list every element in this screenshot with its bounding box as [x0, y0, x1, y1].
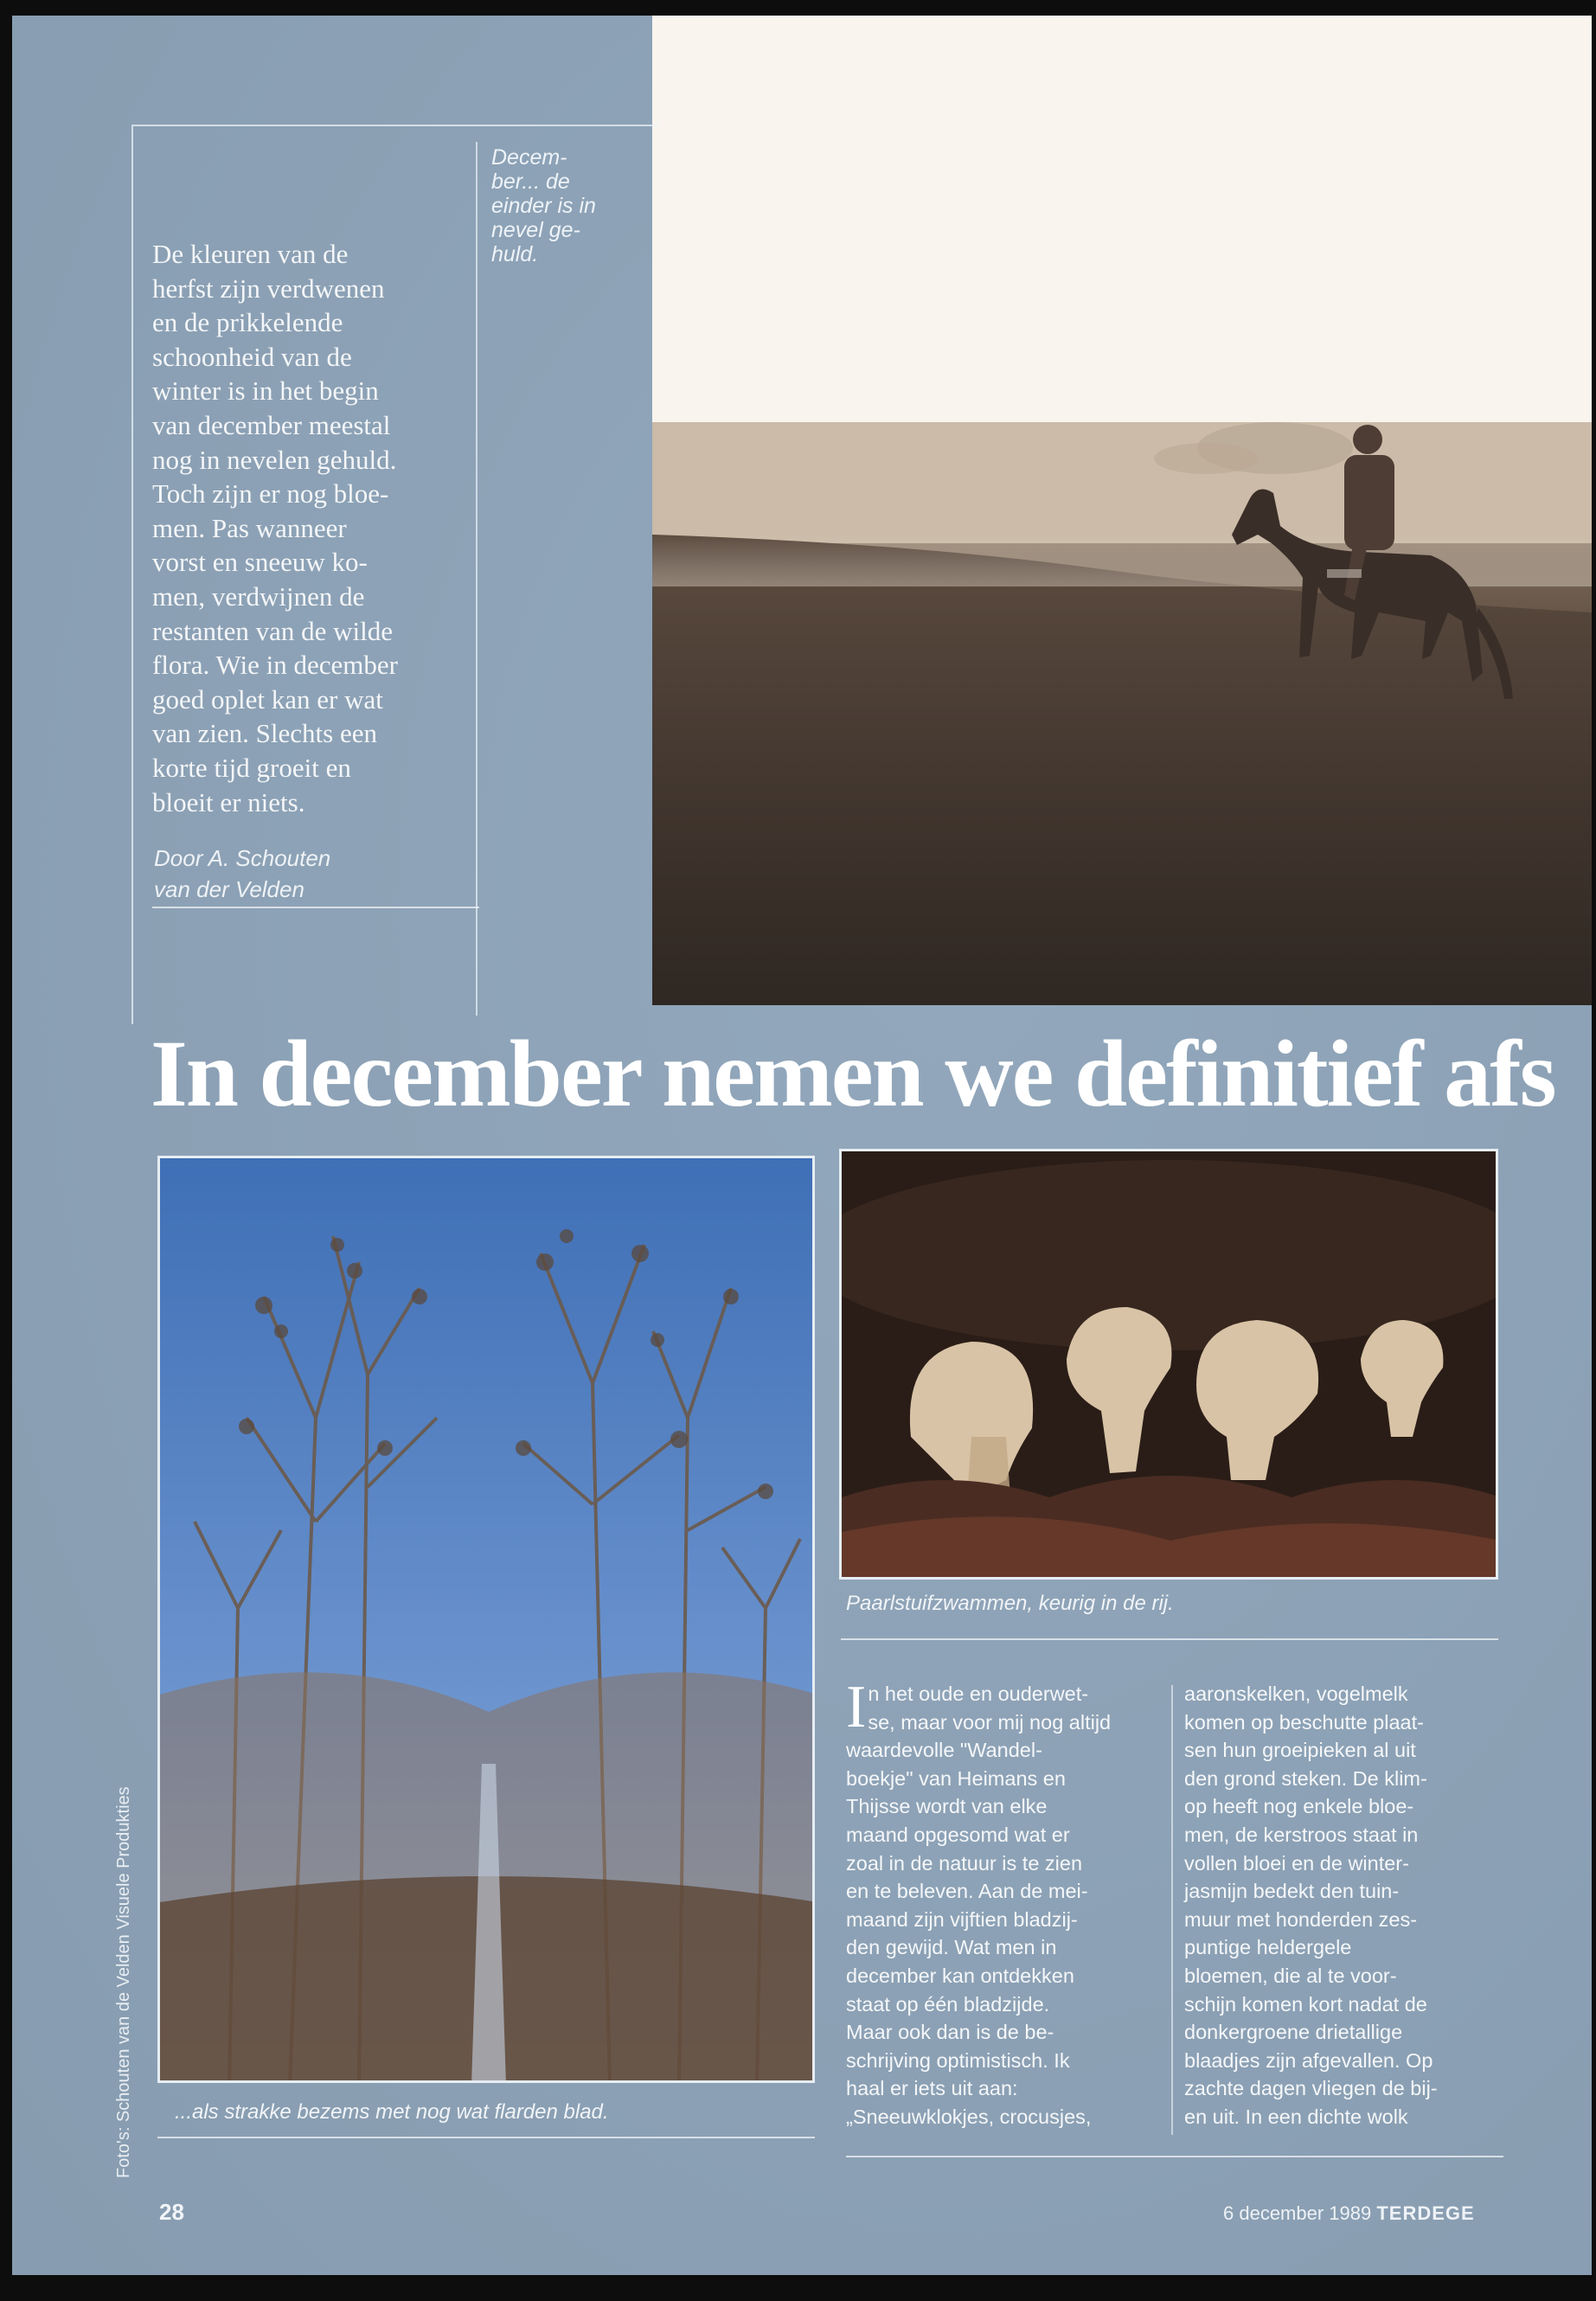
article-line: den gewijd. Wat men in [846, 1936, 1057, 1959]
byline-line: Door A. Schouten [154, 845, 331, 871]
article-line: jasmijn bedekt den tuin- [1184, 1880, 1400, 1903]
poplar-caption: ...als strakke bezems met nog wat flarden blad. [175, 2100, 609, 2124]
intro-line: winter is in het begin [152, 375, 379, 407]
intro-line: De kleuren van de [152, 239, 349, 269]
article-line: sen hun groeipieken al uit [1184, 1739, 1416, 1762]
intro-line: en de prikkelende [152, 307, 343, 338]
poplar-trees-illustration [160, 1158, 815, 2083]
intro-line: restanten van de wilde [152, 615, 394, 646]
intro-line: van december meestal [152, 409, 391, 440]
article-line: „Sneeuwklokjes, crocusjes, [846, 2105, 1092, 2128]
hero-photo-horse-rider [652, 16, 1592, 1005]
puffball-caption: Paarlstuifzwammen, keurig in de rij. [846, 1592, 1174, 1615]
article-line: donkergroene drietallige [1184, 2021, 1403, 2044]
article-column-2 [1184, 1680, 1492, 2131]
side-caption-line: einder is in [491, 194, 596, 218]
article-line: op heeft nog enkele bloe- [1184, 1795, 1414, 1818]
article-bottom-rule [846, 2156, 1503, 2157]
intro-line: goed oplet kan er wat [152, 683, 383, 715]
article-line: muur met honderden zes- [1184, 1907, 1418, 1931]
intro-line: men. Pas wanneer [152, 512, 347, 543]
intro-line: Toch zijn er nog bloe- [152, 478, 389, 510]
article-line: se, maar voor mij nog altijd [868, 1710, 1112, 1734]
side-caption-line: Decem- [491, 145, 567, 170]
article-line: december kan ontdekken [846, 1964, 1074, 1987]
article-line: schrijving optimistisch. Ik [846, 2048, 1070, 2072]
article-line: en te beleven. Aan de mei- [846, 1880, 1088, 1903]
intro-line: flora. Wie in december [152, 650, 398, 681]
side-caption-line: ber... de [491, 170, 570, 194]
article-line: boekje" van Heimans en [846, 1766, 1066, 1790]
poplar-trees-photo [157, 1156, 815, 2083]
article-dropcap: I [846, 1674, 867, 1740]
hero-side-caption [491, 145, 630, 266]
intro-line: vorst en sneeuw ko- [152, 547, 368, 578]
article-line: puntige heldergele [1184, 1936, 1352, 1959]
byline-line: van der Velden [154, 876, 304, 902]
intro-line: herfst zijn verdwenen [152, 272, 385, 304]
article-line: maand opgesomd wat er [846, 1823, 1070, 1846]
article-line: vollen bloei en de winter- [1184, 1851, 1409, 1875]
issue-date: 6 december 1989 [1223, 2202, 1377, 2224]
issue-info [1223, 2202, 1475, 2225]
article-column-1 [846, 1674, 1154, 2131]
puffball-caption-rule [841, 1638, 1498, 1640]
publication-name: TERDEGE [1376, 2202, 1475, 2224]
article-line: zoal in de natuur is te zien [846, 1851, 1083, 1875]
article-column-divider [1171, 1685, 1173, 2135]
side-caption-line: huld. [491, 242, 539, 266]
article-line: Maar ook dan is de be- [846, 2021, 1054, 2044]
intro-paragraph [152, 237, 481, 819]
magazine-page [12, 16, 1592, 2275]
article-line: den grond steken. De klim- [1184, 1766, 1427, 1790]
article-line: men, de kerstroos staat in [1184, 1823, 1419, 1846]
article-line: staat op één bladzijde. [846, 1992, 1050, 2016]
article-line: en uit. In een dichte wolk [1184, 2105, 1408, 2128]
article-line: waardevolle "Wandel- [846, 1739, 1042, 1762]
page-number: 28 [159, 2199, 184, 2225]
article-line: aaronskelken, vogelmelk [1184, 1682, 1408, 1705]
article-line: blaadjes zijn afgevallen. Op [1184, 2048, 1433, 2072]
article-line: Thijsse wordt van elke [846, 1795, 1048, 1818]
photo-credit: Foto's: Schouten van de Velden Visuele Produkties [114, 1786, 133, 2178]
article-line: haal er iets uit aan: [846, 2077, 1018, 2100]
puffball-mushrooms-illustration [842, 1151, 1498, 1580]
intro-line: men, verdwijnen de [152, 580, 365, 612]
article-line: maand zijn vijftien bladzij- [846, 1907, 1078, 1931]
article-headline: In december nemen we definitief afs [151, 1021, 1555, 1126]
intro-line: bloeit er niets. [152, 786, 305, 817]
article-line: n het oude en ouderwet- [868, 1682, 1089, 1705]
side-caption-line: nevel ge- [491, 218, 580, 242]
author-byline [154, 843, 465, 905]
article-line: zachte dagen vliegen de bij- [1184, 2077, 1438, 2100]
intro-line: schoonheid van de [152, 341, 352, 372]
article-line: schijn komen kort nadat de [1184, 1992, 1427, 2016]
puffball-mushrooms-photo [839, 1149, 1498, 1580]
hero-photo-illustration [652, 16, 1592, 1005]
intro-line: van zien. Slechts een [152, 718, 377, 749]
byline-rule [152, 907, 479, 908]
article-line: bloemen, die al te voor- [1184, 1964, 1397, 1987]
article-line: komen op beschutte plaat- [1184, 1710, 1424, 1734]
intro-line: nog in nevelen gehuld. [152, 444, 397, 475]
intro-line: korte tijd groeit en [152, 752, 351, 783]
poplar-caption-rule [157, 2137, 815, 2138]
